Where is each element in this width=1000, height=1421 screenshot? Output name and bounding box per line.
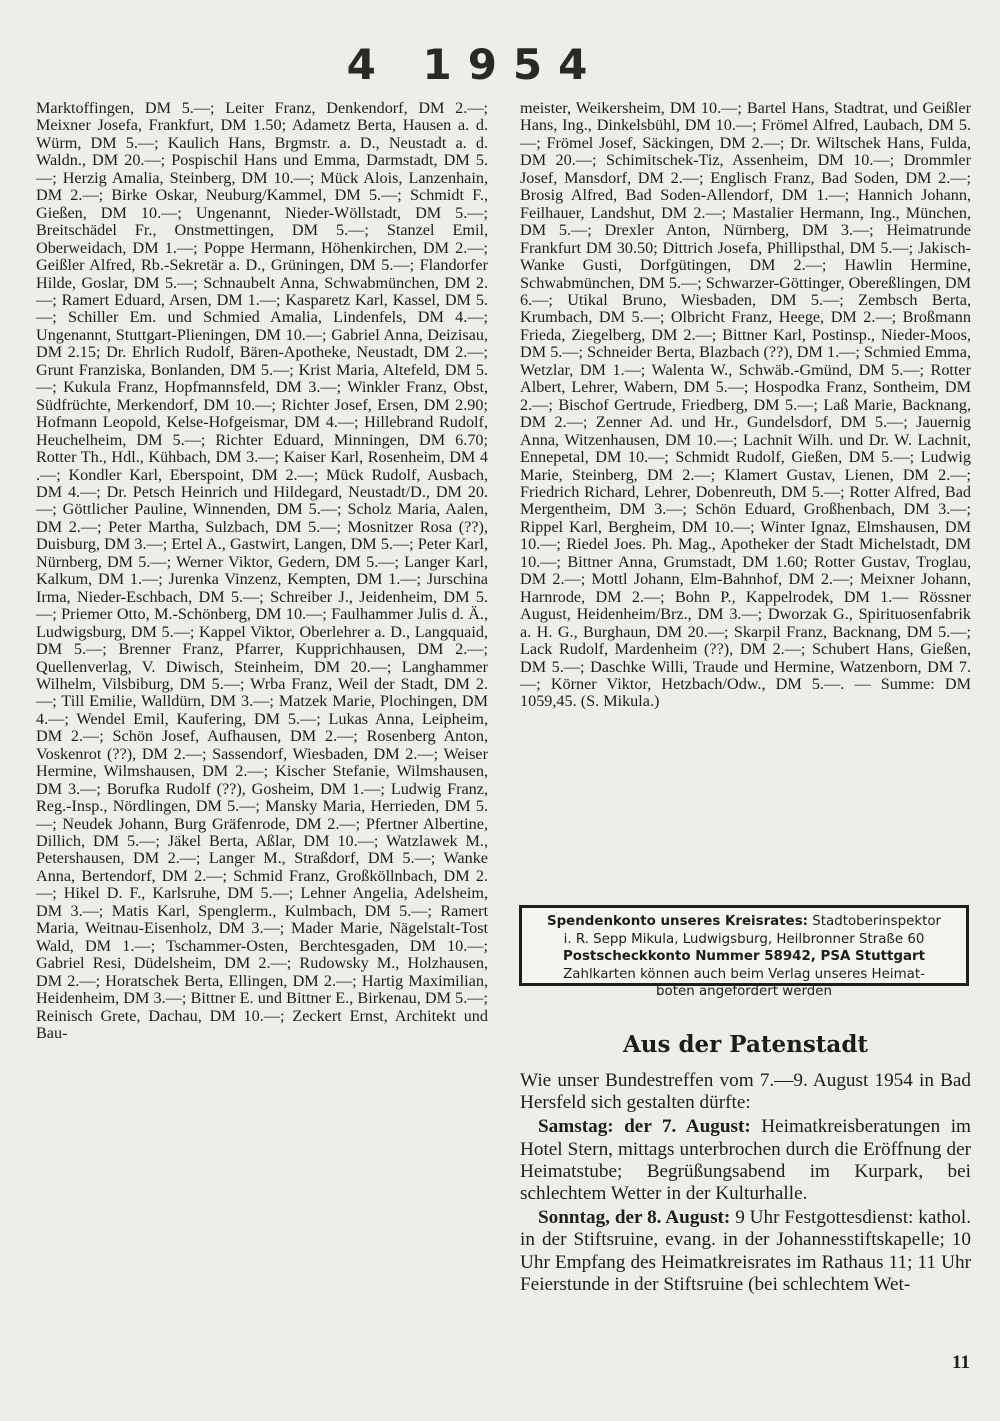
sunday-text: 9 Uhr Festgottesdienst: kathol. in der Stiftsruine, evang. in der Johannesstiftskapelle; 10 Uhr Empfang des Heimatkreisrates im Rathaus 11; 11 Uhr Feierstunde in der Stiftsruine (bei schlechtem Wet- (520, 1207, 971, 1295)
notice-line-2: i. R. Sepp Mikula, Ludwigsburg, Heilbronner Straße 60 (563, 931, 925, 947)
article-paragraph-saturday (520, 1116, 971, 1205)
notice-line-5: boten angefordert werden (656, 984, 832, 1000)
saturday-lead: Samstag: der 7. August: (538, 1116, 751, 1138)
page-header-year: 4 1954 (346, 40, 604, 89)
article-intro: Wie unser Bundestreffen vom 7.—9. August 1954 in Bad Hersfeld sich gestalten dürfte: (520, 1070, 971, 1114)
notice-line-1 (530, 913, 958, 931)
sunday-lead: Sonntag, der 8. August: (538, 1207, 731, 1229)
donation-list-left-column (36, 100, 488, 1042)
notice-line-3: Postscheckkonto Nummer 58942, PSA Stuttgart (562, 949, 926, 965)
notice-line-1-bold: Spendenkonto unseres Kreisrates: (546, 914, 809, 929)
notice-line-1-rest: Stadtoberinspektor (808, 914, 942, 929)
saturday-text: Heimatkreisberatungen im Hotel Stern, mittags unterbrochen durch die Eröffnung der Heimatstube; Begrüßungsabend im Kurpark, bei schlechtem Wetter in der Kulturhalle. (520, 1116, 971, 1205)
donation-account-notice (519, 905, 969, 1000)
page-number: 11 (952, 1352, 970, 1373)
donation-list-text-left: Marktoffingen, DM 5.—; Leiter Franz, Denkendorf, DM 2.—; Meixner Josefa, Frankfurt, DM 1.50; Adametz Berta, Hausen a. d. Würm, DM 5.—; Kaulich Hans, Brgmstr. a. D., Neustadt a. d. Waldn., DM 20.—; Pospischil Hans und Emma, Darmstadt, DM 5.—; Herzig Amalia, Steinberg, DM 10.—; Mück Alois, Lanzenhain, DM 2.—; Birke Oskar, Neuburg/Kammel, DM 5.—; Schmidt F., Gießen, DM 10.—; Ungenannt, Nieder-Wöllstadt, DM 5.—; Breitschädel Fr., Onstmettingen, DM 5.—; Stanzel Emil, Oberweidach, DM 1.—; Poppe Hermann, Höhenkirchen, DM 2.—; Geißler Alfred, Rb.-Sekretär a. D., Grüningen, DM 5.—; Flandorfer Hilde, Goslar, DM 5.—; Schnaubelt Anna, Schwabmünchen, DM 2.—; Ramert Eduard, Arsen, DM 1.—; Kasparetz Karl, Kassel, DM 5.—; Schiller Em. und Schmied Amalia, Lindenfels, DM 4.—; Ungenannt, Stuttgart-Plieningen, DM 10.—; Gabriel Anna, Deizisau, DM 2.15; Dr. Ehrlich Rudolf, Bären-Apotheke, Neustadt, DM 2.—; Grunt Franziska, Bonlanden, DM 5.—; Krist Maria, Altefeld, DM 5.—; Kukula Franz, Hopfmannsfeld, DM 3.—; Winkler Franz, Obst, Südfrüchte, Merkendorf, DM 10.—; Richter Josef, Ersen, DM 2.90; Hofmann Leopold, Kelse-Hofgeismar, DM 4.—; Hillebrand Rudolf, Heuchelheim, DM 5.—; Richter Eduard, Minningen, DM 6.70; Rotter Th., Hdl., Kühbach, DM 3.—; Kaiser Karl, Rosenheim, DM 4 .—; Kondler Karl, Eberspoint, DM 2.—; Mück Rudolf, Ausbach, DM 4.—; Dr. Petsch Heinrich und Hildegard, Neustadt/D., DM 20.—; Göttlicher Pauline, Winnenden, DM 5.—; Scholz Maria, Aalen, DM 2.—; Peter Martha, Sulzbach, DM 5.—; Mosnitzer Rosa (??), Duisburg, DM 3.—; Ertel A., Gastwirt, Langen, DM 5.—; Peter Karl, Nürnberg, DM 5.—; Werner Viktor, Gedern, DM 5.—; Langer Karl, Kalkum, DM 1.—; Jurenka Vinzenz, Kempten, DM 1.—; Jurschina Irma, Nieder-Eschbach, DM 5.—; Schreiber J., Jeidenheim, DM 5.—; Priemer Otto, M.-Schönberg, DM 10.—; Faulhammer Julis d. Ä., Ludwigsburg, DM 5.—; Kappel Viktor, Oberlehrer a. D., Langquaid, DM 5.—; Brenner Franz, Pfarrer, Kupprichhausen, DM 2.—; Quellenverlag, V. Diwisch, Steinheim, DM 20.—; Langhammer Wilhelm, Vilsbiburg, DM 5.—; Wrba Franz, Weil der Stadt, DM 2.—; Till Emilie, Walldürn, DM 3.—; Matzek Marie, Plochingen, DM 4.—; Wendel Emil, Kaufering, DM 5.—; Lukas Anna, Leipheim, DM 2.—; Schön Josef, Aufhausen, DM 2.—; Rosenberg Anton, Voskenrot (??), DM 2.—; Sassendorf, Wiesbaden, DM 2.—; Weiser Hermine, Wilmshausen, DM 2.—; Kischer Stefanie, Wilmshausen, DM 3.—; Borufka Rudolf (??), Gosheim, DM 1.—; Ludwig Franz, Reg.-Insp., Nördlingen, DM 5.—; Mansky Maria, Herrieden, DM 5.—; Neudek Johann, Burg Gräfenrode, DM 2.—; Pfertner Albertine, Dillich, DM 5.—; Jäkel Berta, Aßlar, DM 10.—; Watzlawek M., Petershausen, DM 2.—; Langer M., Straßdorf, DM 5.—; Wanke Anna, Bertendorf, DM 2.—; Schmid Franz, Großköllnbach, DM 2.—; Hikel D. F., Karlsruhe, DM 5.—; Lehner Angelia, Adelsheim, DM 3.—; Matis Karl, Spenglerm., Kulmbach, DM 5.—; Ramert Maria, Weitnau-Eisenholz, DM 3.—; Mader Marie, Nägelstalt-Tost Wald, DM 1.—; Tschammer-Osten, Berchtesgaden, DM 10.—; Gabriel Resi, Düdelsheim, DM 2.—; Rudowsky M., Holzhausen, DM 2.—; Horatschek Berta, Ellingen, DM 2.—; Hartig Maximilian, Heidenheim, DM 3.—; Bittner E. und Bittner E., Birkenau, DM 5.—; Reinisch Grete, Dachau, DM 10.—; Zeckert Ernst, Architekt und Bau- (36, 99, 488, 1043)
donation-list-text-right: meister, Weikersheim, DM 10.—; Bartel Hans, Stadtrat, und Geißler Hans, Ing., Dinkelsbühl, DM 10.—; Frömel Alfred, Laubach, DM 5.—; Frömel Josef, Säckingen, DM 2.—; Dr. Wiltschek Hans, Fulda, DM 20.—; Schimitschek-Tiz, Assenheim, DM 10.—; Drommler Josef, Mansdorf, DM 2.—; Englisch Franz, Bad Soden, DM 2.—; Brosig Alfred, Bad Soden-Allendorf, DM 1.—; Hannich Johann, Feilhauer, Landshut, DM 2.—; Mastalier Hermann, Ing., München, DM 5.—; Drexler Anton, Nürnberg, DM 3.—; Heimatrunde Frankfurt DM 30.50; Dittrich Josefa, Phillipsthal, DM 5.—; Jakisch-Wanke Gusti, Dorfgütingen, DM 2.—; Hawlin Hermine, Schwabmünchen, DM 5.—; Schwarzer-Göttinger, Obereßlingen, DM 6.—; Utikal Bruno, Wiesbaden, DM 5.—; Zembsch Berta, Krumbach, DM 5.—; Olbricht Franz, Heege, DM 2.—; Broßmann Frieda, Ziegelberg, DM 2.—; Bittner Karl, Postinsp., Nieder-Moos, DM 5.—; Schneider Berta, Blazbach (??), DM 1.—; Schmied Emma, Wetzlar, DM 1.—; Walenta W., Schwäb.-Gmünd, DM 5.—; Rotter Albert, Lehrer, Wabern, DM 5.—; Hospodka Franz, Sontheim, DM 2.—; Bischof Gertrude, Friedberg, DM 5.—; Laß Marie, Backnang, DM 2.—; Zenner Ad. und Hr., Gundelsdorf, DM 5.—; Jauernig Anna, Witzenhausen, DM 10.—; Lachnit Wilh. und Dr. W. Lachnit, Ennepetal, DM 10.—; Schmidt Rudolf, Gießen, DM 5.—; Ludwig Marie, Steinberg, DM 2.—; Klamert Gustav, Lienen, DM 2.—; Friedrich Richard, Lehrer, Dobenreuth, DM 5.—; Rotter Alfred, Bad Mergentheim, DM 3.—; Schön Eduard, Großhenbach, DM 3.—; Rippel Karl, Bergheim, DM 10.—; Winter Ignaz, Elmshausen, DM 10.—; Riedel Joes. Ph. Mag., Apotheker der Stadt Michelstadt, DM 10.—; Bittner Anna, Grumstadt, DM 1.60; Rotter Gustav, Troglau, DM 2.—; Mottl Johann, Elm-Bahnhof, DM 2.—; Meixner Johann, Harnrode, DM 2.—; Bohn P., Kappelrodek, DM 1.— Rössner August, Heidenheim/Brz., DM 3.—; Dworzak G., Spirituosenfabrik a. H. G., Burghaun, DM 20.—; Skarpil Franz, Backnang, DM 5.—; Lack Rudolf, Mardenheim (??), DM 2.—; Schubert Hans, Gießen, DM 5.—; Daschke Willi, Traude und Hermine, Watzenborn, DM 7.—; Körner Viktor, Hetzbach/Odw., DM 5.—. — Summe: DM 1059,45. (S. Mikula.) (520, 99, 971, 711)
notice-line-4: Zahlkarten können auch beim Verlag unseres Heimat- (563, 966, 925, 982)
article-heading: Aus der Patenstadt (622, 1031, 869, 1058)
article-body (520, 1070, 971, 1296)
article-paragraph-sunday (520, 1207, 971, 1296)
donation-list-right-column (520, 100, 971, 711)
